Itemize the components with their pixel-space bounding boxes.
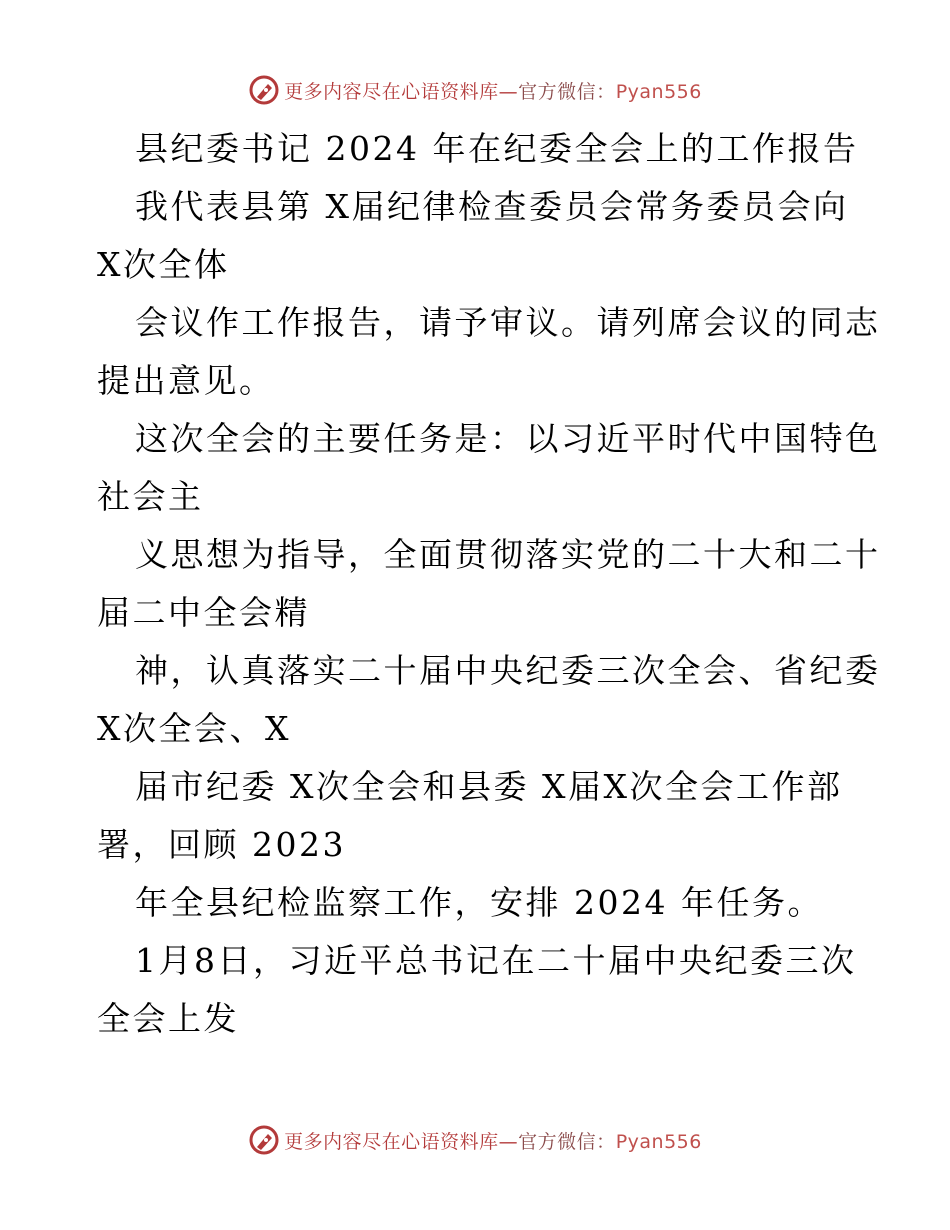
paragraph-line: 这次全会的主要任务是：以习近平时代中国特色 [135,419,881,458]
paragraph-line: 社会主 [97,477,204,516]
pen-nib-logo-icon [248,74,280,106]
document-title: 县纪委书记 2024 年在纪委全会上的工作报告 [135,129,859,168]
paragraph-line: 全会上发 [97,999,239,1038]
paragraph-line: X次全体 [97,245,230,284]
paragraph-line: 义思想为指导，全面贯彻落实党的二十大和二十 [135,535,881,574]
paragraph-line: X次全会、X [97,709,291,748]
document-body [97,120,881,1048]
paragraph-line: 届市纪委 X次全会和县委 X届X次全会工作部 [135,767,843,806]
watermark-wechat-label: 官方微信： [518,1130,616,1153]
watermark-text [284,77,702,104]
paragraph-line: 提出意见。 [97,361,275,400]
footer-watermark [0,1120,950,1160]
watermark-account: Pyan556 [615,80,702,103]
paragraph-line: 会议作工作报告，请予审议。请列席会议的同志 [135,303,881,342]
paragraph-line: 署，回顾 2023 [97,825,346,864]
watermark-text [284,1127,702,1154]
paragraph-line: 届二中全会精 [97,593,310,632]
paragraph-line: 我代表县第 X届纪律检查委员会常务委员会向 [135,187,849,226]
watermark-separator: — [498,80,519,103]
pen-nib-logo-icon [248,1124,280,1156]
watermark-wechat-label: 官方微信： [518,80,616,103]
watermark-site-name: 更多内容尽在心语资料库 [284,80,499,103]
watermark-site-name: 更多内容尽在心语资料库 [284,1130,499,1153]
watermark-account: Pyan556 [615,1130,702,1153]
paragraph-line: 1月8日，习近平总书记在二十届中央纪委三次 [135,941,857,980]
watermark-separator: — [498,1130,519,1153]
paragraph-line: 神，认真落实二十届中央纪委三次全会、省纪委 [135,651,881,690]
paragraph-line: 年全县纪检监察工作，安排 2024 年任务。 [135,883,823,922]
header-watermark [0,70,950,110]
